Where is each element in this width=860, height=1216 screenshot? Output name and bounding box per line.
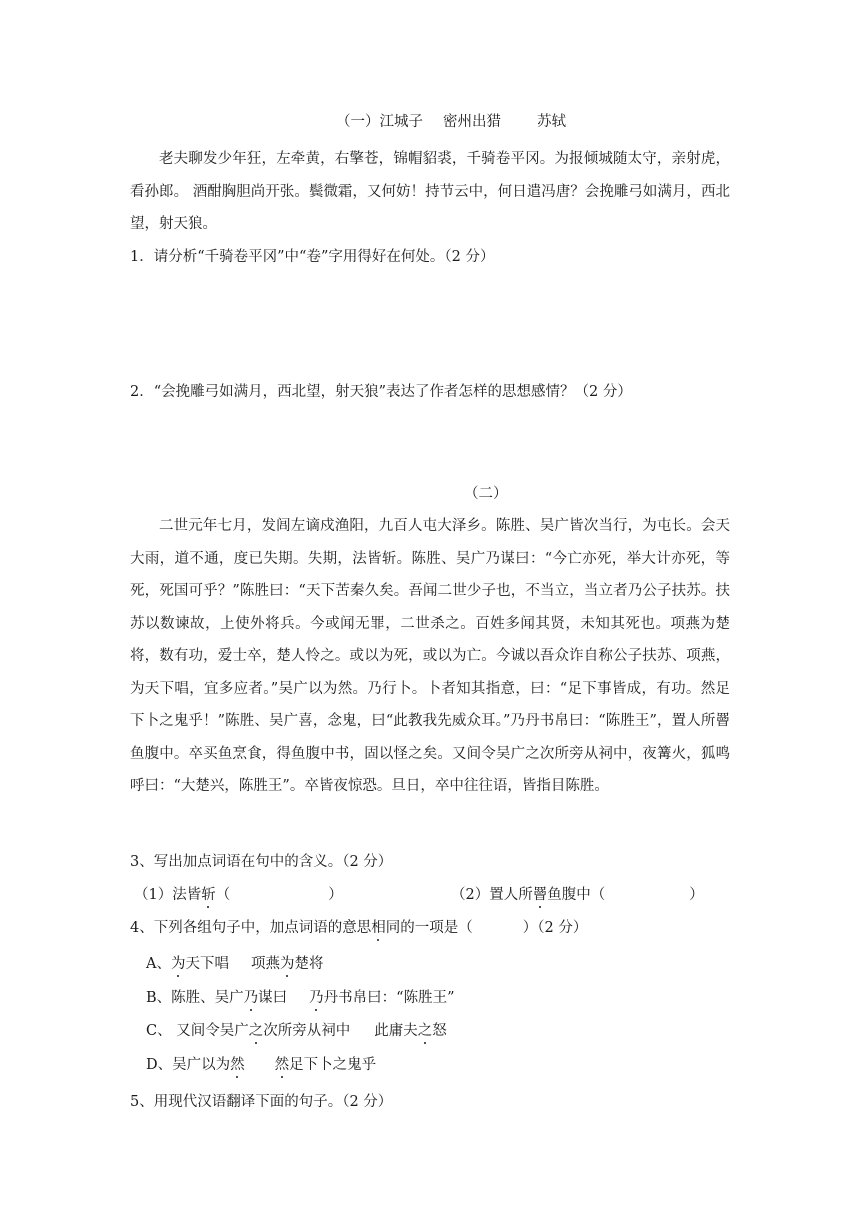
passage-text: 二世元年七月，发闾左谪戍渔阳，九百人屯大泽乡。陈胜、吴广皆次当行，为屯长。会天大雨，道不通，度已失期。失期，法皆斩。陈胜、吴广乃谋曰：“今亡亦死，举大计亦死，等死，死国可乎？”陈胜曰：“天下苦秦久矣。吾闻二世少子也，不当立，当立者乃公子扶苏。扶苏以数谏故，上使外将兵。今或闻无罪，二世杀之。百姓多闻其贤，未知其死也。项燕为楚将，数有功，爱士卒，楚人怜之。或以为死，或以为亡。今诚以吾众诈自称公子扶苏、项燕，为天下唱，宜多应者。”吴广以为然。乃行卜。卜者知其指意，曰：“足下事皆成，有功。然足下卜之鬼乎！”陈胜、吴广喜，念鬼，曰“此教我先威众耳。”乃丹书帛曰：“陈胜王”，置人所罾鱼腹中。卒买鱼烹食，得鱼腹中书，固以怪之矣。又间令吴广之次所旁从祠中，夜篝火，狐鸣呼曰：“大楚兴，陈胜王”。卒皆夜惊恐。旦日，卒中往往语，皆指目陈胜。 (130, 518, 730, 794)
option-a-dotted-2: 为 (279, 956, 295, 972)
poem-heading-title: 密州出猎 (443, 114, 501, 130)
question-2: 2．“会挽雕弓如满月，西北望，射天狼”表达了作者怎样的思想感情？（2 分） (130, 384, 632, 400)
q3-2-dotted-word: 罾 (532, 887, 548, 903)
q4-suffix: ）（2 分） (522, 920, 588, 936)
q3-1-close-paren: ） (328, 887, 343, 903)
option-c-label: C、 又间令吴广 (146, 1023, 249, 1039)
passage-heading: （二） (464, 486, 508, 502)
poem-text: 老夫聊发少年狂，左牵黄，右擎苍，锦帽貂裘，千骑卷平冈。为报倾城随太守，亲射虎，看孙郎。 酒酣胸胆尚开张。鬓微霜，又何妨！持节云中，何日遣冯唐？会挽雕弓如满月，西北望，射天狼。 (130, 151, 730, 232)
q3-1-prefix: （1）法皆 (134, 887, 202, 903)
option-a-label: A、 (146, 956, 171, 972)
poem-heading-num: （一）江城子 (336, 114, 423, 130)
option-d-label: D、吴广以为 (146, 1057, 231, 1073)
q3-1-dotted-word: 斩 (201, 887, 216, 903)
option-d-dotted-2: 然 (274, 1057, 290, 1073)
q3-2-suffix: 鱼腹中（ (547, 887, 606, 903)
question-3-item-2 (451, 885, 704, 905)
option-b-text-2: 丹书帛曰：“陈胜王” (323, 990, 455, 1006)
option-c-dotted-2: 之 (417, 1023, 433, 1039)
option-d (146, 1055, 376, 1075)
option-a-text-2-pre: 项燕 (250, 956, 280, 972)
option-c-text-1: 次所旁从祠中 (263, 1023, 351, 1039)
question-3: 3、写出加点词语在句中的含义。（2 分） (130, 854, 393, 870)
option-a (146, 954, 323, 974)
option-c-dotted-1: 之 (248, 1023, 264, 1039)
option-c-text-2-post: 怒 (432, 1023, 447, 1039)
q4-middle: 同的一项是（ (385, 920, 473, 936)
option-a-dotted-1: 为 (170, 956, 186, 972)
option-b (146, 988, 454, 1008)
question-3-item-1 (134, 885, 343, 905)
option-b-dotted-1: 乃 (243, 990, 259, 1006)
q3-2-close-paren: ） (689, 887, 704, 903)
option-b-label: B、陈胜、吴广 (146, 990, 244, 1006)
option-d-text-2: 足下卜之鬼乎 (289, 1057, 377, 1073)
option-a-text-1: 天下唱 (185, 956, 229, 972)
poem-heading-author: 苏轼 (537, 114, 566, 130)
question-1: 1．请分析“千骑卷平冈”中“卷”字用得好在何处。（2 分） (130, 249, 495, 265)
option-d-dotted-1: 然 (230, 1057, 245, 1073)
question-5: 5、用现代汉语翻译下面的句子。（2 分） (130, 1094, 393, 1110)
q4-prefix: 4、下列各组句子中，加点词语的意思 (130, 920, 372, 936)
poem-heading (336, 112, 566, 132)
option-b-text-1: 谋曰 (258, 990, 288, 1006)
q3-1-open-paren: （ (215, 887, 231, 903)
q4-dotted-word: 相 (371, 920, 386, 936)
option-c-text-2-pre: 此庸夫 (374, 1023, 418, 1039)
question-4 (130, 918, 587, 938)
q3-2-prefix: （2）置人所 (451, 887, 533, 903)
option-a-text-2-post: 楚将 (294, 956, 324, 972)
option-b-dotted-2: 乃 (309, 990, 324, 1006)
option-c (146, 1021, 447, 1041)
